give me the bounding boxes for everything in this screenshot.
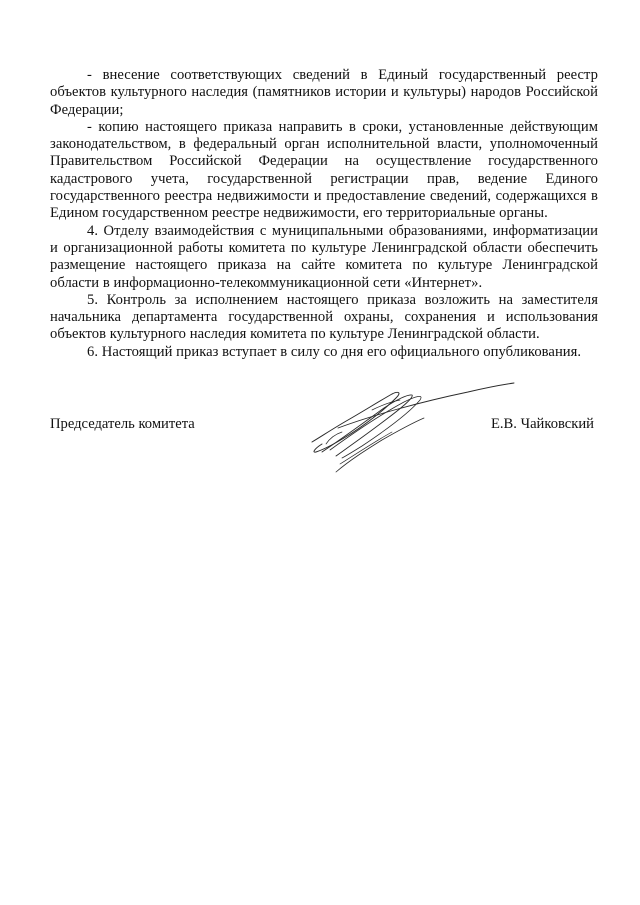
paragraph-item-4: 4. Отделу взаимодействия с муниципальными образованиями, информатизации и организационной работы комитета по культуре Ленинградской области обеспечить размещение настоящего приказа на сайте комитета по культуре Ленинградской области в информационно-телекоммуникационной сети «Интернет». [50,222,598,291]
document-body [50,67,598,361]
signatory-title: Председатель комитета [50,416,195,432]
paragraph-register-entry: - внесение соответствующих сведений в Единый государственный реестр объектов культурного наследия (памятников истории и культуры) народов Российской Федерации; [50,67,598,118]
signatory-name: Е.В. Чайковский [490,416,594,432]
paragraph-item-6: 6. Настоящий приказ вступает в силу со дня его официального опубликования. [87,343,582,360]
handwritten-signature [300,380,520,475]
paragraph-send-copy: - копию настоящего приказа направить в сроки, установленные действующим законодательством, в федеральный орган исполнительной власти, уполномоченный Правительством Российской Федерации на осуществление государственного кадастрового учета, государственной регистрации прав, ведение Единого государственного реестра недвижимости и предоставление сведений, содержащихся в Едином государственном реестре недвижимости, его территориальные органы. [50,118,598,222]
paragraph-item-5: 5. Контроль за исполнением настоящего приказа возложить на заместителя начальника департамента государственной охраны, сохранения и использования объектов культурного наследия комитета по культуре Ленинградской области. [50,291,598,343]
